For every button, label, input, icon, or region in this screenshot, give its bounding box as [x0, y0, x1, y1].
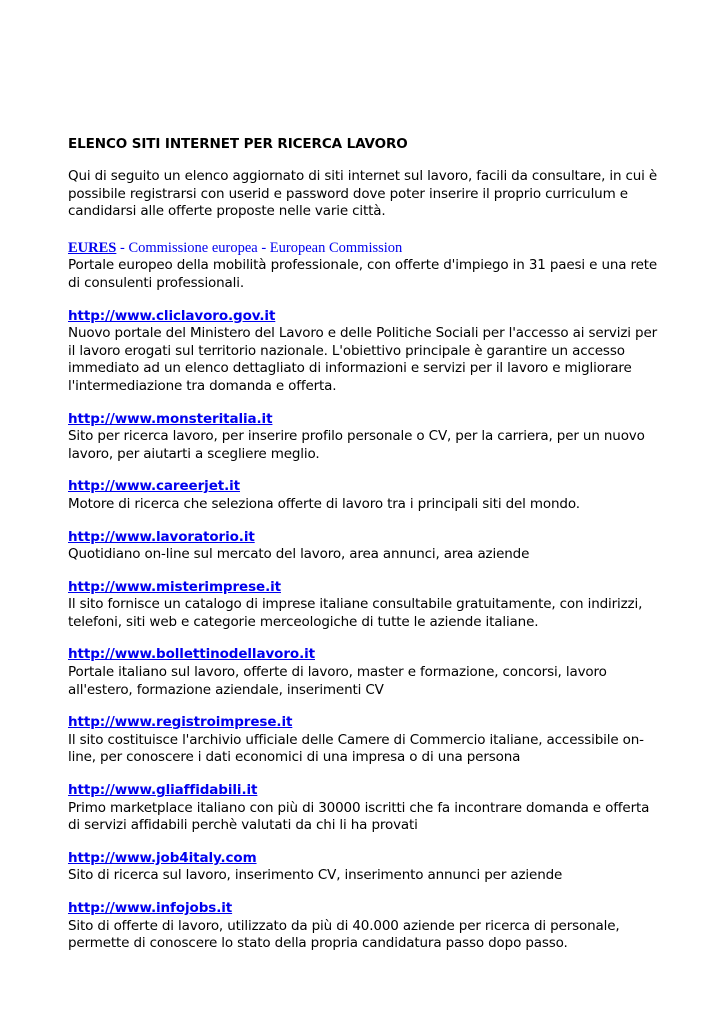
site-entry-lavoratorio [68, 529, 658, 564]
site-description-infojobs: Sito di offerte di lavoro, utilizzato da più di 40.000 aziende per ricerca di personale, permette di conoscere lo stato della propria candidatura passo dopo passo. [68, 917, 620, 952]
site-entry-registroimprese [68, 714, 658, 767]
site-entry-cliclavoro [68, 308, 658, 396]
site-link-gliaffidabili[interactable]: http://www.gliaffidabili.it [68, 782, 258, 799]
site-link-infojobs[interactable]: http://www.infojobs.it [68, 900, 233, 916]
site-description-cliclavoro: Nuovo portale del Ministero del Lavoro e delle Politiche Sociali per l'accesso ai servizi per il lavoro erogati sul territorio nazionale. L'obiettivo principale è garantire un accesso immediato ad un elenco dettagliato di informazioni e servizi per il lavoro e migliorare l'intermediazione tra domanda e offerta. [68, 325, 658, 394]
site-link-cliclavoro[interactable]: http://www.cliclavoro.gov.it [68, 307, 276, 324]
eures-subtitle: - Commissione europea - European Commission [116, 239, 403, 256]
document-title: ELENCO SITI INTERNET PER RICERCA LAVORO [68, 136, 408, 152]
site-link-job4italy[interactable]: http://www.job4italy.com [68, 849, 257, 866]
site-description-misterimprese: Il sito fornisce un catalogo di imprese italiane consultabile gratuitamente, con indirizzi, telefoni, siti web e categorie merceologiche di tutte le aziende italiane. [68, 596, 643, 630]
site-link-lavoratorio[interactable]: http://www.lavoratorio.it [68, 528, 255, 545]
site-entry-infojobs [68, 900, 658, 953]
site-description-bollettinodellavoro: Portale italiano sul lavoro, offerte di lavoro, master e formazione, concorsi, lavoro all'estero, formazione aziendale, inserimenti CV [68, 664, 607, 698]
site-link-registroimprese[interactable]: http://www.registroimprese.it [68, 714, 293, 731]
site-link-careerjet[interactable]: http://www.careerjet.it [68, 478, 241, 495]
intro-paragraph: Qui di seguito un elenco aggiornato di siti internet sul lavoro, facili da consultare, in cui è possibile registrarsi con userid e password dove poter inserire il proprio curriculum e candidarsi alle offerte proposte nelle varie città. [68, 168, 658, 220]
site-description-job4italy: Sito di ricerca sul lavoro, inserimento CV, inserimento annunci per aziende [68, 867, 563, 884]
site-description-gliaffidabili: Primo marketplace italiano con più di 30000 iscritti che fa incontrare domanda e offerta di servizi affidabili perchè valutati da chi li ha provati [68, 799, 650, 834]
site-description-monsteritalia: Sito per ricerca lavoro, per inserire profilo personale o CV, per la carriera, per un nuovo lavoro, per aiutarti a scegliere meglio. [68, 428, 645, 462]
document-body [68, 135, 658, 968]
site-description-careerjet: Motore di ricerca che seleziona offerte di lavoro tra i principali siti del mondo. [68, 495, 580, 512]
eures-link[interactable]: EURES [68, 239, 117, 256]
site-description-lavoratorio: Quotidiano on-line sul mercato del lavoro, area annunci, area aziende [68, 546, 530, 563]
site-entry-misterimprese [68, 579, 658, 632]
site-description-registroimprese: Il sito costituisce l'archivio ufficiale delle Camere di Commercio italiane, accessibile on-line, per conoscere i dati economici di una impresa o di una persona [68, 731, 644, 766]
site-link-bollettinodellavoro[interactable]: http://www.bollettinodellavoro.it [68, 646, 315, 663]
eures-description: Portale europeo della mobilità professionale, con offerte d'impiego in 31 paesi e una rete di consulenti professionali. [68, 257, 658, 291]
site-entry-job4italy [68, 850, 658, 885]
site-entry-gliaffidabili [68, 782, 658, 835]
site-link-monsteritalia[interactable]: http://www.monsteritalia.it [68, 410, 273, 427]
site-entry-bollettinodellavoro [68, 646, 658, 699]
site-entry-monsteritalia [68, 411, 658, 464]
site-link-misterimprese[interactable]: http://www.misterimprese.it [68, 578, 281, 595]
eures-entry [68, 240, 658, 293]
eures-heading [68, 240, 658, 258]
site-entry-careerjet [68, 478, 658, 513]
